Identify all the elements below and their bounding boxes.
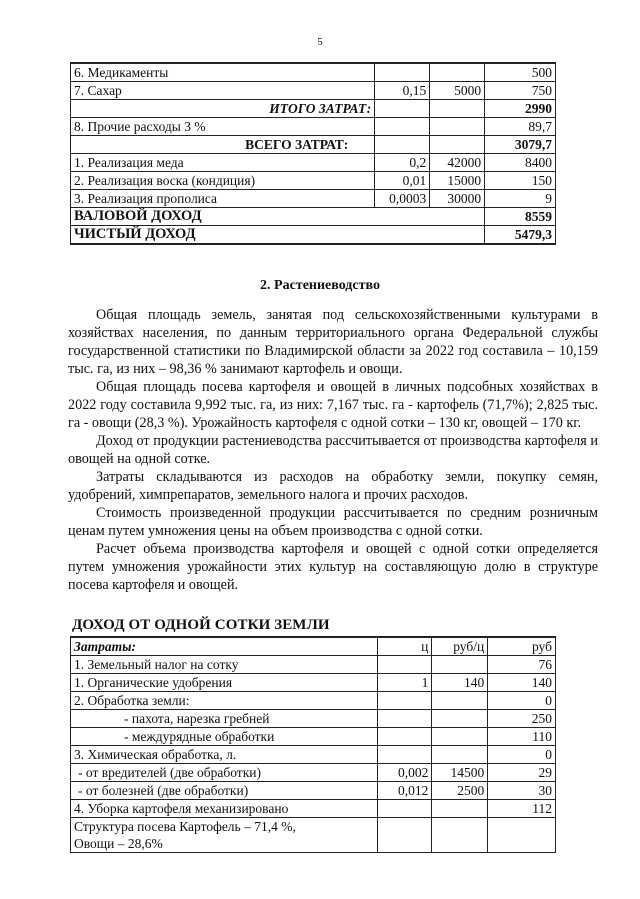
header-sum: руб [488,637,556,656]
table-row [71,710,556,728]
row-sum: 110 [488,728,556,746]
crop-structure-note [71,818,378,853]
row-sum: 89,7 [485,118,556,136]
row-label: - пахота, нарезка гребней [71,710,378,728]
row-label: ВСЕГО ЗАТРАТ: [71,136,375,154]
net-income-value: 5479,3 [485,226,556,245]
row-sum: 0 [488,692,556,710]
row-sum: 150 [485,172,556,190]
row-sum: 250 [488,710,556,728]
row-sum: 30 [488,782,556,800]
table-row [71,118,556,136]
table-row [71,100,556,118]
row-qty [378,800,432,818]
table-row [71,172,556,190]
row-qty: 0,01 [375,172,430,190]
crop-structure-line: Овощи – 28,6% [74,836,163,851]
row-label: 1. Органические удобрения [71,674,378,692]
row-sum: 2990 [485,100,556,118]
row-sum: 76 [488,656,556,674]
row-price: 42000 [430,154,485,172]
row-qty [375,100,430,118]
paragraph: Общая площадь земель, занятая под сельскохозяйственными культурами в хозяйствах населения, по данным территориального органа Федеральной службы государственной статистики по Владимирской области за 2022 год составила – 10,159 тыс. га, из них – 98,36 % занимают картофель и овощи. [68,307,598,377]
row-label: 1. Земельный налог на сотку [71,656,378,674]
paragraph: Расчет объема производства картофеля и овощей с одной сотки определяется путем умножения урожайности этих культур на составляющую долю в структуре посева картофеля и овощей. [68,541,598,593]
row-qty [375,63,430,82]
gross-income-value: 8559 [485,208,556,226]
row-qty: 0,002 [378,764,432,782]
table-header-row [71,637,556,656]
table-row [71,674,556,692]
table-row [71,154,556,172]
row-price: 5000 [430,82,485,100]
table-row [71,190,556,208]
row-label: 3. Реализация прополиса [71,190,375,208]
table-row [71,656,556,674]
row-qty: 0,2 [375,154,430,172]
paragraph: Доход от продукции растениеводства рассчитывается от производства картофеля и овощей на одной сотке. [68,433,598,467]
crop-structure-row [71,818,556,853]
row-price: 14500 [432,764,488,782]
table-row [71,692,556,710]
row-price [432,710,488,728]
row-sum: 9 [485,190,556,208]
table-row [71,728,556,746]
header-costs: Затраты: [71,637,378,656]
paragraph: Общая площадь посева картофеля и овощей в личных подсобных хозяйствах в 2022 году составила 9,992 тыс. га, из них: 7,167 тыс. га - картофель (71,7%); 2,825 тыс. га - овощи (28,3 %). Урожайность картофеля с одной сотки – 130 кг, овощей – 170 кг. [68,379,598,431]
income-table-title: ДОХОД ОТ ОДНОЙ СОТКИ ЗЕМЛИ [72,617,330,633]
paragraph: Затраты складываются из расходов на обработку земли, покупку семян, удобрений, химпрепаратов, земельного налога и прочих расходов. [68,469,598,503]
table-row [71,136,556,154]
row-sum: 0 [488,746,556,764]
row-label: - междурядные обработки [71,728,378,746]
table-row [71,782,556,800]
net-income-row [71,226,556,245]
row-label: 2. Обработка земли: [71,692,378,710]
row-price [432,692,488,710]
row-price [432,656,488,674]
gross-income-label: ВАЛОВОЙ ДОХОД [71,208,485,226]
row-qty [375,136,430,154]
row-qty [378,818,432,853]
row-label: 8. Прочие расходы 3 % [71,118,375,136]
row-price: 2500 [432,782,488,800]
row-price [430,136,485,154]
paragraph: Стоимость произведенной продукции рассчитывается по средним розничным ценам путем умножения цены на объем производства с одной сотки. [68,505,598,539]
table-row [71,764,556,782]
row-sum [488,818,556,853]
row-sum: 750 [485,82,556,100]
row-price [430,100,485,118]
row-price [430,118,485,136]
plot-income-table [70,636,556,853]
row-qty [378,746,432,764]
row-label: 7. Сахар [71,82,375,100]
row-price: 15000 [430,172,485,190]
row-qty [378,656,432,674]
row-qty: 1 [378,674,432,692]
row-sum: 8400 [485,154,556,172]
row-sum: 500 [485,63,556,82]
row-qty [378,710,432,728]
row-label: 1. Реализация меда [71,154,375,172]
table-row [71,82,556,100]
section-title: 2. Растениеводство [260,278,380,293]
row-qty [378,692,432,710]
row-label: - от вредителей (две обработки) [71,764,378,782]
row-label: 3. Химическая обработка, л. [71,746,378,764]
row-sum: 3079,7 [485,136,556,154]
row-sum: 29 [488,764,556,782]
body-text [68,306,598,594]
row-price [432,818,488,853]
row-qty: 0,0003 [375,190,430,208]
row-price [432,800,488,818]
row-sum: 140 [488,674,556,692]
row-qty: 0,15 [375,82,430,100]
page-number: 5 [317,36,323,48]
header-qty: ц [378,637,432,656]
table-row [71,746,556,764]
table-row [71,63,556,82]
row-qty [375,118,430,136]
row-price: 140 [432,674,488,692]
apiary-cost-table [70,62,556,245]
row-label: - от болезней (две обработки) [71,782,378,800]
header-price: руб/ц [432,637,488,656]
row-price [432,746,488,764]
row-label: 4. Уборка картофеля механизировано [71,800,378,818]
row-label: ИТОГО ЗАТРАТ: [71,100,375,118]
net-income-label: ЧИСТЫЙ ДОХОД [71,226,485,245]
row-qty [378,728,432,746]
table-row [71,800,556,818]
row-label: 6. Медикаменты [71,63,375,82]
row-sum: 112 [488,800,556,818]
row-price: 30000 [430,190,485,208]
row-label: 2. Реализация воска (кондиция) [71,172,375,190]
row-price [430,63,485,82]
gross-income-row [71,208,556,226]
row-qty: 0,012 [378,782,432,800]
crop-structure-line: Структура посева Картофель – 71,4 %, [74,819,296,834]
row-price [432,728,488,746]
